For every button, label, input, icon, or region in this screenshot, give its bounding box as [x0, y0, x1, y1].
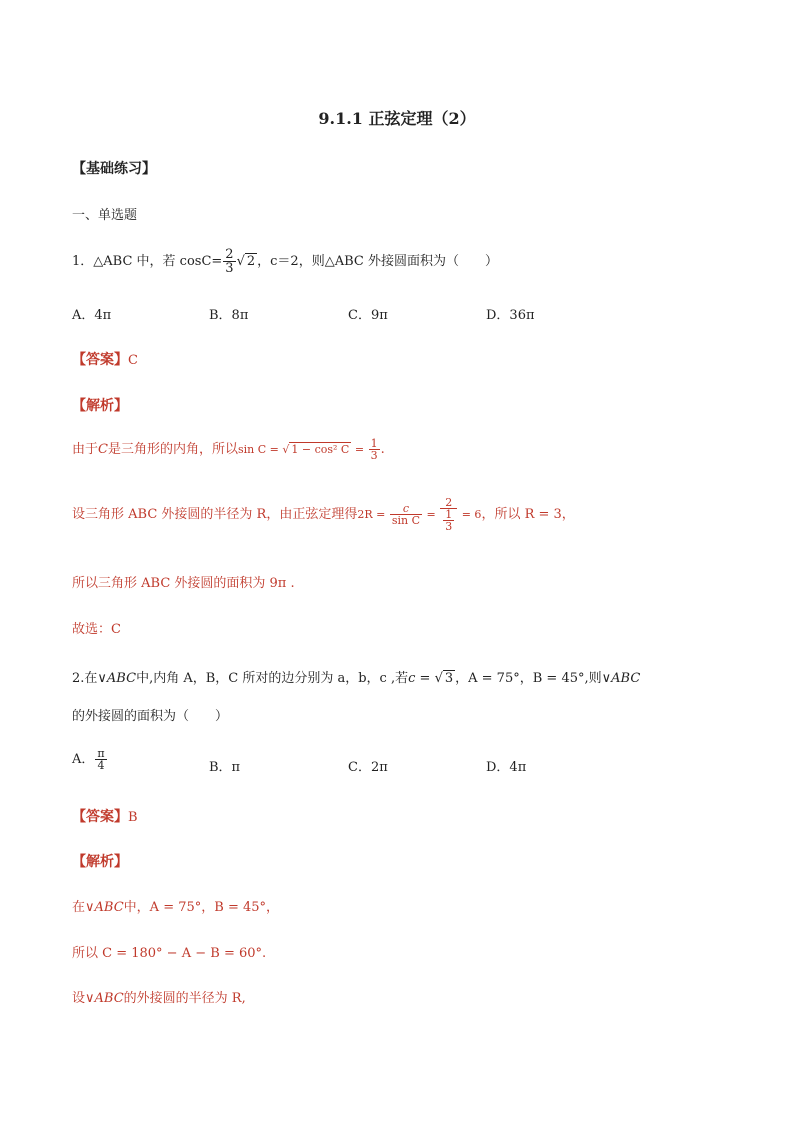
- section-heading: 【基础练习】: [72, 161, 156, 177]
- text: C: [98, 442, 108, 457]
- inner-fraction: [443, 509, 454, 532]
- q2-stem-line1: [72, 667, 640, 686]
- frac-den: [440, 509, 457, 532]
- fraction: [369, 438, 380, 461]
- text: ，所以 R = 3，: [481, 507, 575, 522]
- text: 2R =: [357, 508, 389, 521]
- sqrt-icon: √: [434, 671, 443, 686]
- text: 是三角形的内角，所以: [107, 442, 238, 457]
- q2-analysis-line2: 所以 C = 180° − A − B = 60°.: [72, 946, 267, 961]
- q1-analysis-line2: [72, 497, 575, 532]
- text: =: [423, 508, 440, 521]
- text: ∨ABC: [85, 991, 124, 1006]
- q1-option-b: B．8π: [209, 308, 249, 323]
- q1-analysis-label: 【解析】: [72, 398, 128, 414]
- q2-analysis-label: 【解析】: [72, 854, 128, 870]
- q1-frac-den: 3: [225, 261, 234, 276]
- text: =: [351, 443, 368, 456]
- text: 设: [72, 991, 86, 1006]
- fraction: [390, 503, 422, 526]
- q2-option-a: [72, 748, 108, 771]
- q1-option-a: A．4π: [72, 308, 112, 323]
- q2-option-b: B．π: [209, 760, 241, 775]
- fraction: [95, 748, 106, 771]
- text: 1 − cos² C: [291, 443, 350, 456]
- frac-num: π: [97, 747, 105, 760]
- frac-num: 2: [440, 497, 457, 509]
- text: c =: [408, 671, 435, 686]
- frac-den: 4: [97, 759, 105, 772]
- text: ∨ABC: [97, 671, 137, 686]
- q2-option-c: C．2π: [348, 760, 388, 775]
- text: ∨ABC: [601, 671, 641, 686]
- text: 2.在: [72, 671, 98, 686]
- sqrt-icon: √: [236, 254, 245, 269]
- text: 的外接圆的半径为 R,: [123, 991, 246, 1006]
- compound-fraction: [440, 497, 457, 532]
- q1-option-c: C．9π: [348, 308, 388, 323]
- q1-option-d: D．36π: [486, 308, 535, 323]
- text: 设三角形 ABC 外接圆的半径为 R，由正弦定理得: [72, 507, 358, 522]
- frac-num: 1: [370, 437, 378, 450]
- q1-answer-label: 【答案】: [72, 352, 128, 368]
- q1-analysis-line4: 故选：C: [72, 622, 121, 637]
- text: ，A = 75°，B = 45°,则: [455, 671, 602, 686]
- q1-stem-suffix: ，c＝2，则△ABC 外接圆面积为（ ）: [257, 254, 498, 269]
- q1-analysis-line3: 所以三角形 ABC 外接圆的面积为 9π .: [72, 576, 295, 591]
- frac-den: 3: [445, 520, 453, 533]
- q2-answer-value: B: [128, 810, 138, 825]
- q1-answer: [72, 349, 138, 369]
- q1-answer-value: C: [128, 353, 138, 368]
- subsection-heading: 一、单选题: [72, 208, 138, 223]
- q1-frac-num: 2: [225, 247, 234, 262]
- frac-den: sin C: [391, 514, 420, 527]
- q1-analysis-line1: [72, 438, 385, 461]
- q2-option-d: D．4π: [486, 760, 527, 775]
- frac-den: 3: [370, 449, 378, 462]
- sqrt-icon: √: [282, 443, 290, 456]
- q2-analysis-line1: [72, 896, 279, 915]
- q2-analysis-line3: [72, 987, 246, 1006]
- text: 3: [444, 671, 454, 686]
- frac-num: c: [390, 503, 422, 515]
- q1-fraction: [223, 248, 235, 275]
- page-title: 9.1.1 正弦定理（2）: [318, 109, 476, 128]
- text: sin C =: [237, 443, 283, 456]
- text: 中，A = 75°，B = 45°，: [123, 900, 280, 915]
- q1-stem: [72, 248, 498, 275]
- q2-answer-label: 【答案】: [72, 809, 128, 825]
- text: .: [380, 442, 385, 457]
- frac-num: 1: [445, 508, 453, 521]
- option-label: A．: [72, 752, 95, 767]
- text: 由于: [72, 442, 99, 457]
- q2-answer: [72, 806, 138, 826]
- q1-stem-prefix: 1．△ABC 中，若 cosC=: [72, 254, 223, 269]
- text: = 6: [458, 508, 482, 521]
- text: 在: [72, 900, 86, 915]
- q2-stem-line2: 的外接圆的面积为（ ）: [72, 709, 229, 724]
- q1-sqrt-value: 2: [246, 254, 256, 269]
- text: ∨ABC: [85, 900, 124, 915]
- text: 中,内角 A，B，C 所对的边分别为 a，b，c ,若: [136, 671, 409, 686]
